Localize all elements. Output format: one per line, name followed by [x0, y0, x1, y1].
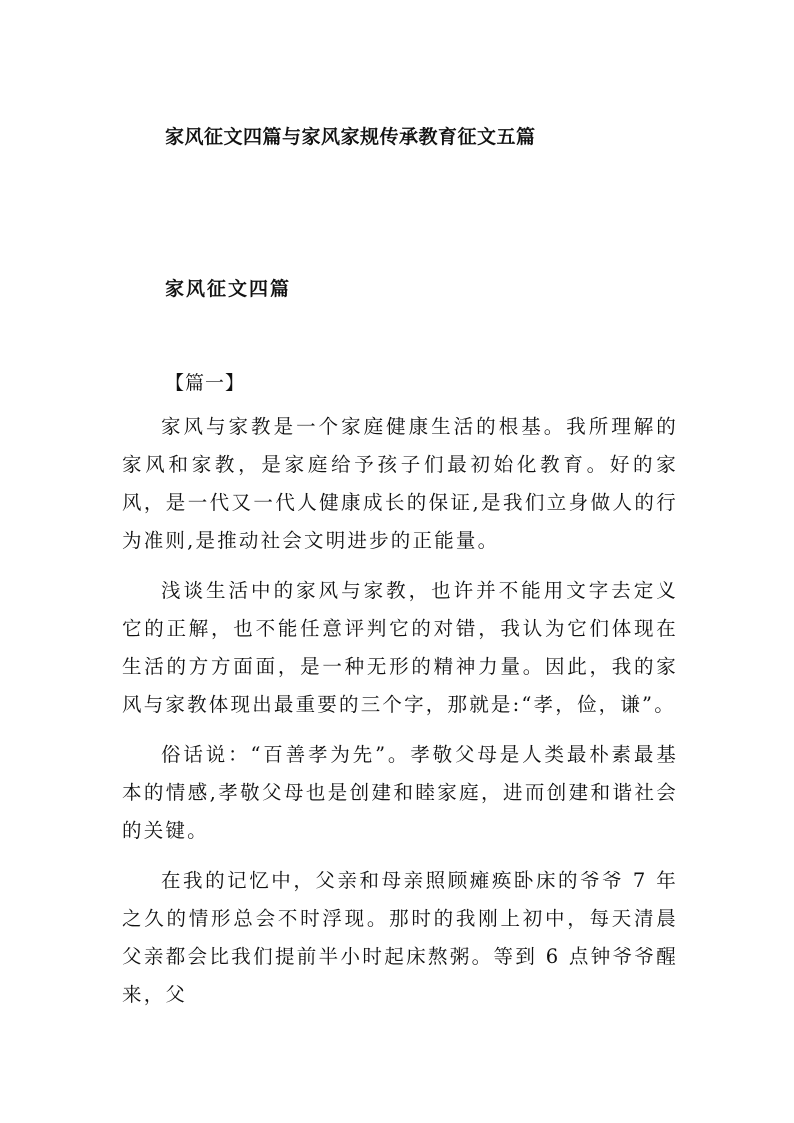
- paragraph: 在我的记忆中，父亲和母亲照顾瘫痪卧床的爷爷 7 年之久的情形总会不时浮现。那时的我刚上初中，每天清晨父亲都会比我们提前半小时起床熬粥。等到 6 点钟爷爷醒来，父: [122, 869, 678, 1006]
- section-heading: 家风征文四篇: [165, 278, 292, 300]
- sub-heading: 【篇一】: [165, 372, 246, 394]
- paragraph: 俗话说：“百善孝为先”。孝敬父母是人类最朴素最基本的情感,孝敬父母也是创建和睦家庭，进而创建和谐社会的关键。: [122, 743, 678, 842]
- body-text: [122, 408, 678, 1026]
- document-title: 家风征文四篇与家风家规传承教育征文五篇: [165, 126, 536, 148]
- paragraph: 家风与家教是一个家庭健康生活的根基。我所理解的家风和家教，是家庭给予孩子们最初始化教育。好的家风，是一代又一代人健康成长的保证,是我们立身做人的行为准则,是推动社会文明进步的正能量。: [122, 415, 678, 552]
- paragraph: 浅谈生活中的家风与家教，也许并不能用文字去定义它的正解，也不能任意评判它的对错，我认为它们体现在生活的方方面面，是一种无形的精神力量。因此，我的家风与家教体现出最重要的三个字，那就是:“孝，俭，谦”。: [122, 579, 678, 716]
